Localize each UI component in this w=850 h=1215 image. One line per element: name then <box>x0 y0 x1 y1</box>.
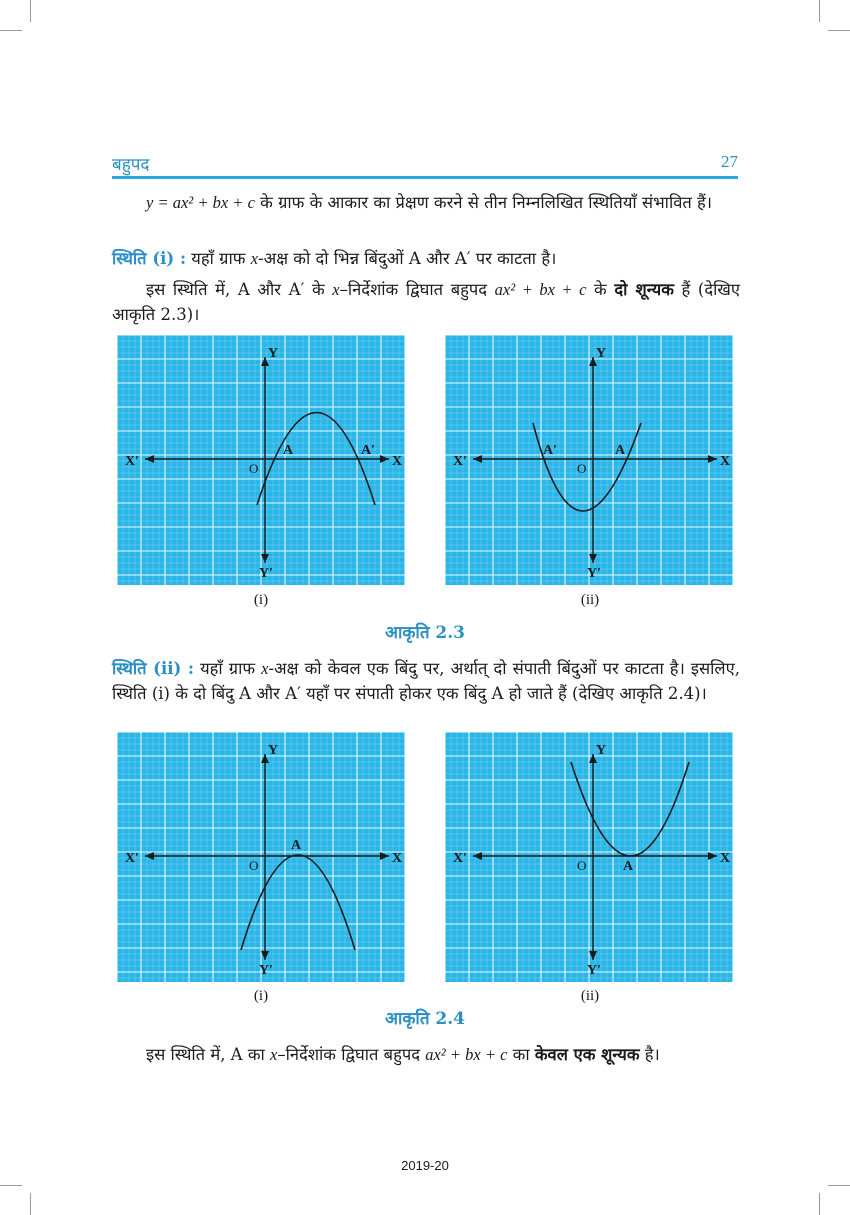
case1-x: x <box>250 249 259 268</box>
case1-desc-c: के <box>586 280 615 299</box>
case2-text-a: यहाँ ग्राफ <box>194 659 262 678</box>
case2-x: x <box>261 659 269 678</box>
graph-fig23-ii <box>445 335 733 585</box>
x-axis-label: X <box>720 851 731 866</box>
subfig-label: (ii) <box>580 988 600 1004</box>
graph-fig24-ii <box>445 732 733 982</box>
crop-mark <box>819 1193 820 1215</box>
y-neg-axis-label: Y′ <box>587 963 602 978</box>
case1-desc-a: इस स्थिति में, A और A′ के <box>146 280 333 299</box>
conclusion-paragraph <box>112 1042 740 1067</box>
point-a-prime-label: A′ <box>543 443 558 458</box>
header-rule <box>112 176 738 179</box>
crop-mark <box>0 1185 22 1186</box>
case1-desc-poly: ax² + bx + c <box>494 280 587 299</box>
y-axis-label: Y <box>268 346 279 361</box>
crop-mark <box>30 0 31 22</box>
case1-label: स्थिति (i) : <box>112 249 187 268</box>
point-a-label: A <box>291 838 302 853</box>
y-neg-axis-label: Y′ <box>259 566 274 581</box>
conclusion-poly: ax² + bx + c <box>425 1045 508 1064</box>
intro-equation: y = ax² + bx + c <box>146 193 255 212</box>
conclusion-d: है। <box>639 1045 660 1064</box>
crop-mark <box>0 30 22 31</box>
figure-caption: आकृति 2.4 <box>384 1009 466 1029</box>
origin-label: O <box>577 858 587 873</box>
intro-paragraph <box>112 190 740 215</box>
y-neg-axis-label: Y′ <box>587 566 602 581</box>
case2-label: स्थिति (ii) : <box>112 659 194 678</box>
crop-mark <box>828 30 850 31</box>
origin-label: O <box>577 461 587 476</box>
case1-desc-b: –निर्देशांक द्विघात बहुपद <box>339 280 495 299</box>
page-header <box>112 150 738 180</box>
conclusion-a: इस स्थिति में, A का <box>146 1045 271 1064</box>
case1-text-b: -अक्ष को दो भिन्न बिंदुओं A और A′ पर काटता है। <box>258 249 557 268</box>
case1-paragraph <box>112 246 740 271</box>
conclusion-c: का <box>507 1045 535 1064</box>
x-axis-label: X <box>392 851 403 866</box>
crop-mark <box>828 1185 850 1186</box>
origin-label: O <box>249 858 259 873</box>
footer-year: 2019-20 <box>401 1158 449 1173</box>
case1-description <box>112 277 740 327</box>
subfig-label: (i) <box>253 988 269 1004</box>
case1-text: यहाँ ग्राफ <box>186 249 251 268</box>
origin-label: O <box>249 461 259 476</box>
chapter-title: बहुपद <box>112 155 150 175</box>
crop-mark <box>819 0 820 22</box>
conclusion-x: x <box>270 1045 278 1064</box>
conclusion-bold: केवल एक शून्यक <box>534 1045 640 1064</box>
case2-paragraph <box>112 656 740 706</box>
graph-fig24-i <box>117 732 405 982</box>
figure-caption: आकृति 2.3 <box>384 623 466 643</box>
y-axis-label: Y <box>268 743 279 758</box>
y-axis-label: Y <box>596 346 607 361</box>
point-a-label: A <box>615 443 626 458</box>
case1-desc-bold: दो शून्यक <box>614 280 674 299</box>
point-a-label: A <box>623 859 634 874</box>
intro-text: के ग्राफ के आकार का प्रेक्षण करने से तीन निम्नलिखित स्थितियाँ संभावित हैं। <box>254 193 713 212</box>
point-a-prime-label: A′ <box>361 443 376 458</box>
x-neg-axis-label: X′ <box>125 851 140 866</box>
page-number: 27 <box>721 152 738 171</box>
case1-desc-x: x <box>332 280 340 299</box>
x-axis-label: X <box>720 454 731 469</box>
subfig-label: (i) <box>253 592 269 608</box>
case1-desc-d: हैं (देखिए आकृति 2.3)। <box>112 280 741 324</box>
conclusion-b: –निर्देशांक द्विघात बहुपद <box>277 1045 426 1064</box>
y-axis-label: Y <box>596 743 607 758</box>
y-neg-axis-label: Y′ <box>259 963 274 978</box>
case2-text-b: -अक्ष को केवल एक बिंदु पर, अर्थात् दो संपाती बिंदुओं पर काटता है। इसलिए, स्थिति (i) के दो बिंदु A और A′ यहाँ पर संपाती होकर एक बिंदु A हो जाते हैं (देखिए आकृति 2.4)। <box>112 659 740 703</box>
subfig-label: (ii) <box>580 592 600 608</box>
x-neg-axis-label: X′ <box>453 851 468 866</box>
graph-fig23-i <box>117 335 405 585</box>
crop-mark <box>30 1193 31 1215</box>
point-a-label: A <box>283 443 294 458</box>
x-neg-axis-label: X′ <box>125 454 140 469</box>
x-neg-axis-label: X′ <box>453 454 468 469</box>
x-axis-label: X <box>392 454 403 469</box>
